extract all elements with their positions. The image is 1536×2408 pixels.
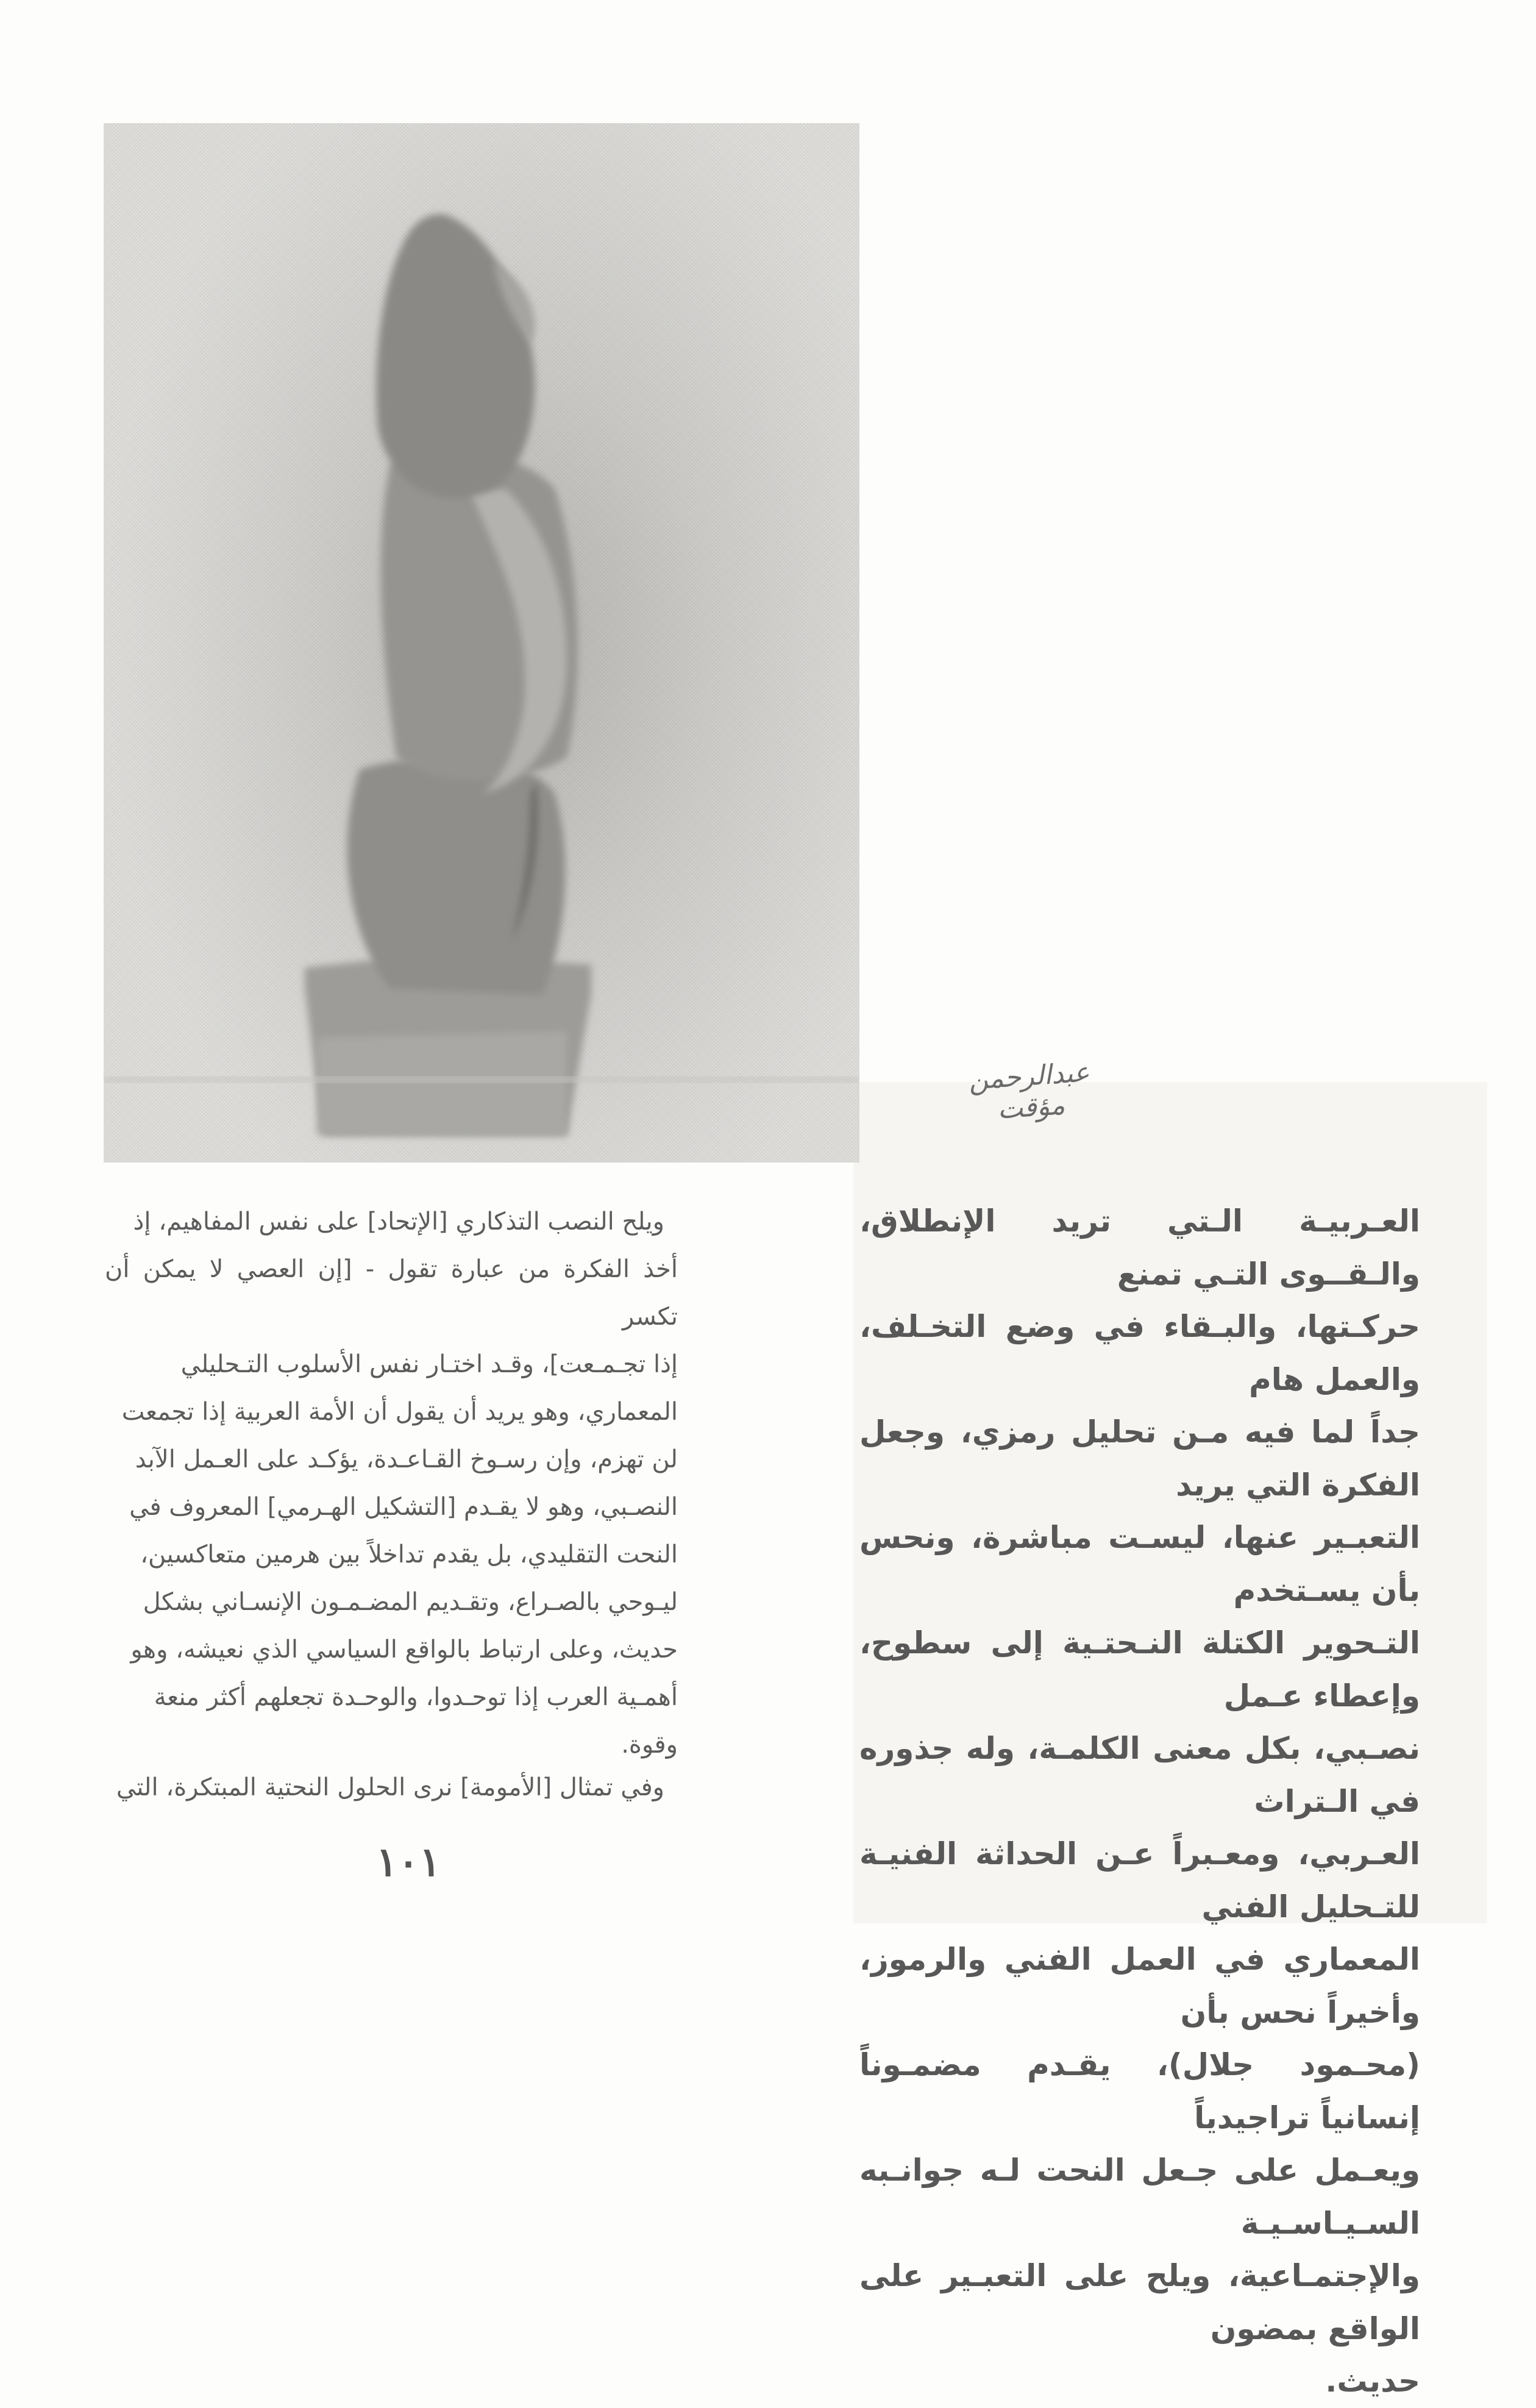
sculpture-photo — [104, 123, 859, 1163]
text-line: ليـوحي بالصـراع، وتقـديم المضـمـون الإنسـاني بشكل — [143, 1588, 678, 1616]
text-line: (محـمود جلال)، يقـدم مضمـوناً إنسانياً تراجيدياً — [859, 2047, 1420, 2135]
text-line: حديث. — [1325, 2363, 1420, 2399]
text-line: ويلح النصب التذكاري [الإتحاد] على نفس المفاهيم، إذ — [133, 1208, 664, 1236]
text-line: إذا تجـمـعت]، وقـد اختـار نفس الأسلوب التـحليلي — [180, 1350, 678, 1378]
text-line: المعماري في العمل الفني والرموز، وأخيراً نحس بأن — [859, 1942, 1420, 2030]
paragraph-motherhood-statue — [105, 1764, 678, 1811]
text-line: جداً لما فيه مـن تحليل رمزي، وجعل الفكرة التي يريد — [859, 1414, 1420, 1503]
text-line: وقوة. — [621, 1731, 678, 1759]
text-line: وفي تمثال [الأمومة] نرى الحلول النحتية المبتكرة، التي — [116, 1773, 664, 1801]
text-line: ويعـمل على جـعل النحت لـه جوانـبه السـيـاسـيـة — [859, 2153, 1420, 2241]
text-line: لن تهزم، وإن رسـوخ القـاعـدة، يؤكـد على العـمل الآبد — [135, 1445, 678, 1473]
text-line: التـحوير الكتلة النـحتـية إلى سطوح، وإعطاء عـمل — [859, 1625, 1420, 1714]
left-text-column — [105, 1198, 678, 1811]
text-line: أهمـية العرب إذا توحـدوا، والوحـدة تجعلهم أكثر منعة — [154, 1683, 678, 1711]
text-line: التعبـير عنها، ليسـت مباشرة، ونحس بأن يسـتخدم — [859, 1520, 1420, 1608]
text-line: والإجتمـاعية، ويلح على التعبـير على الواقع بمضون — [859, 2258, 1420, 2346]
text-line: أخذ الفكرة من عبارة تقول - [إن العصي لا يمكن أن تكسر — [105, 1255, 678, 1331]
text-line: نصـبي، بكل معنى الكلمـة، وله جذوره في الـتراث — [859, 1731, 1420, 1819]
text-line: العـربي، ومعـبراً عـن الحداثة الفنيـة للتـحليل الفني — [859, 1836, 1420, 1925]
sculpture-image-icon — [104, 123, 859, 1163]
page-number: ١٠١ — [375, 1838, 441, 1886]
text-line: المعماري، وهو يريد أن يقول أن الأمة العربية إذا تجمعت — [121, 1398, 678, 1426]
text-line: العـربيـة الـتي تريد الإنطلاق، والـقــوى التـي تمنع — [859, 1203, 1420, 1292]
text-line: النحت التقليدي، بل يقدم تداخلاً بين هرمين متعاكسين، — [140, 1541, 678, 1569]
right-text-column — [859, 1195, 1420, 2408]
paragraph-ittihad-monument — [105, 1198, 678, 1769]
text-line: النصـبي، وهو لا يقـدم [التشكيل الهـرمي] المعروف في — [129, 1493, 678, 1521]
text-line: حديث، وعلى ارتباط بالواقع السياسي الذي نعيشه، وهو — [130, 1636, 678, 1664]
text-line: حركـتها، والبـقاء في وضع التخـلف، والعمل هام — [859, 1309, 1420, 1397]
artist-signature-caption: عبدالرحمن مؤقت — [967, 1056, 1091, 1125]
